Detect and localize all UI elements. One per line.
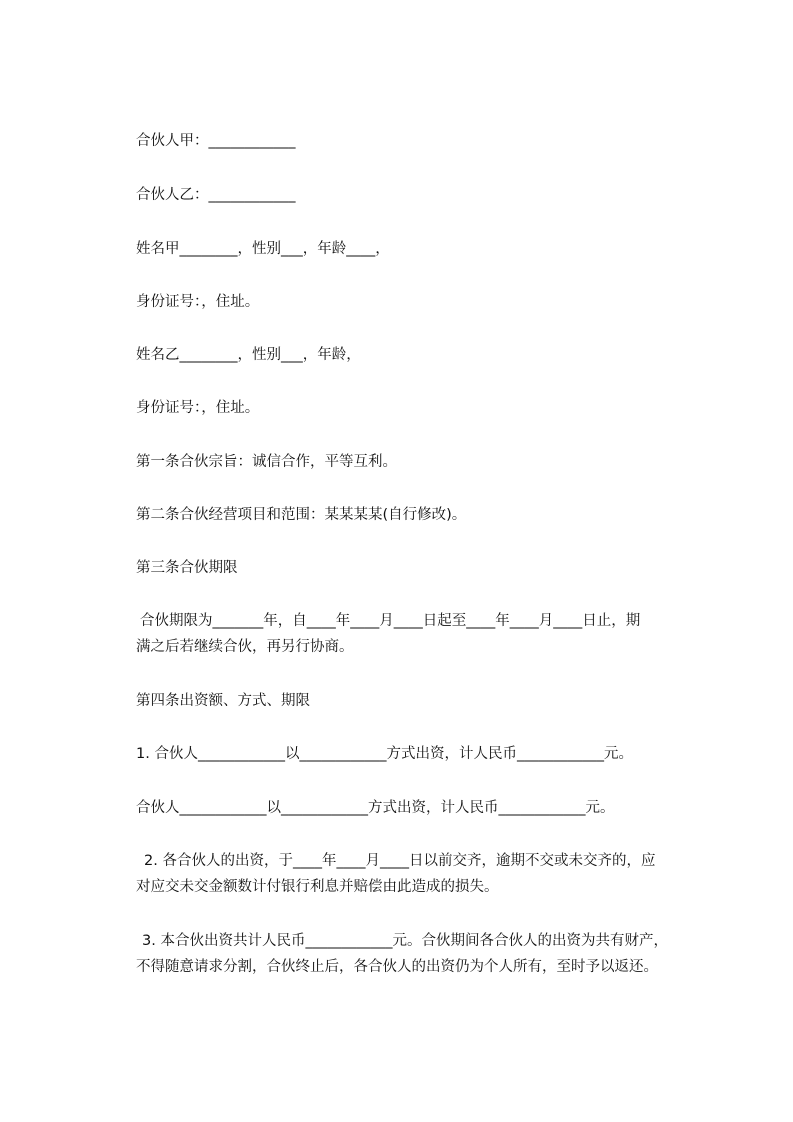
article-3-heading: 第三条合伙期限 xyxy=(136,560,238,576)
contribution-item-3-line-2: 不得随意请求分割，合伙终止后，各合伙人的出资仍为个人所有，至时予以返还。 xyxy=(136,959,658,975)
partner-a-line: 合伙人甲：____________ xyxy=(136,133,296,149)
partner-b-line: 合伙人乙：____________ xyxy=(136,187,296,203)
contribution-item-2-line-1: 2. 各合伙人的出资，于____年____月____日以前交齐，逾期不交或未交齐的，应 xyxy=(144,853,656,869)
name-b-line: 姓名乙________，性别___，年龄， xyxy=(136,347,361,363)
name-a-line: 姓名甲________，性别___，年龄____， xyxy=(136,241,390,257)
id-address-a-line: 身份证号：，住址。 xyxy=(136,294,260,310)
contribution-item-1b: 合伙人____________以____________方式出资，计人民币____________元。 xyxy=(136,800,615,816)
article-2: 第二条合伙经营项目和范围：某某某某(自行修改)。 xyxy=(136,507,467,523)
contribution-item-2-line-2: 对应交未交金额数计付银行利息并赔偿由此造成的损失。 xyxy=(136,879,499,895)
term-line-2: 满之后若继续合伙，再另行协商。 xyxy=(136,639,354,655)
term-line-1: 合伙期限为_______年，自____年____月____日起至____年____月____日止，期 xyxy=(140,613,641,629)
article-4-heading: 第四条出资额、方式、期限 xyxy=(136,693,310,709)
contribution-item-3-line-1: 3. 本合伙出资共计人民币____________元。合伙期间各合伙人的出资为共有财产， xyxy=(142,933,668,949)
id-address-b-line: 身份证号：，住址。 xyxy=(136,400,260,416)
contribution-item-1: 1. 合伙人____________以____________方式出资，计人民币____________元。 xyxy=(136,746,633,762)
article-1: 第一条合伙宗旨：诚信合作，平等互利。 xyxy=(136,454,397,470)
